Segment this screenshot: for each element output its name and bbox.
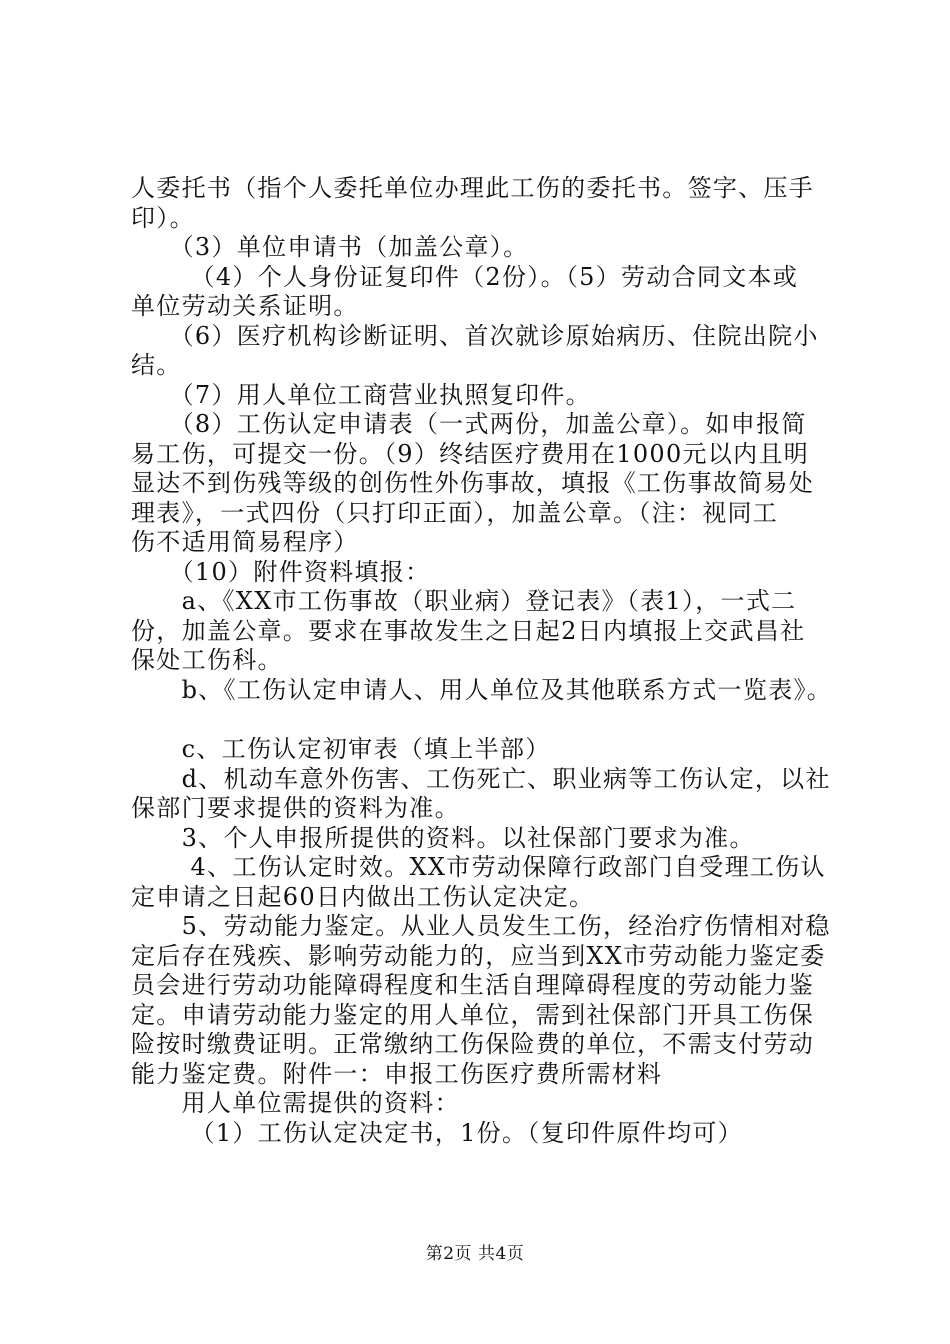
text-line: 3、个人申报所提供的资料。以社保部门要求为准。 [131,823,755,852]
text-line: 险按时缴费证明。正常缴纳工伤保险费的单位，不需支付劳动 [131,1030,815,1058]
text-line: 显达不到伤残等级的创伤性外伤事故，填报《工伤事故简易处 [131,469,815,497]
blank-line [131,705,841,735]
text-line: 易工伤，可提交一份。（9）终结医疗费用在1000元以内且明 [131,439,810,468]
text-line: （3）单位申请书（加盖公章）。 [131,233,529,261]
text-line: 定。申请劳动能力鉴定的用人单位，需到社保部门开具工伤保 [131,1000,815,1029]
text-line: （4）个人身份证复印件（2份）。（5）劳动合同文本或 [131,262,799,291]
text-line: （6）医疗机构诊断证明、首次就诊原始病历、住院出院小 [131,321,819,350]
text-line: （1）工伤认定决定书，1份。（复印件原件均可） [131,1118,743,1147]
text-line: c、工伤认定初审表（填上半部） [131,735,551,763]
text-line: 份，加盖公章。要求在事故发生之日起2日内填报上交武昌社 [131,616,806,645]
page-number-footer: 第2页 共4页 [425,1244,525,1264]
text-line: d、机动车意外伤害、工伤死亡、职业病等工伤认定，以社 [131,764,831,793]
text-line: 定申请之日起60日内做出工伤认定决定。 [131,882,595,911]
text-line: 印）。 [131,203,195,232]
text-line: 保处工伤科。 [131,646,283,674]
text-line: 结。 [131,351,182,379]
document-body [131,174,841,1148]
text-line: 5、劳动能力鉴定。从业人员发生工伤，经治疗伤情相对稳 [131,912,831,940]
text-line: （8）工伤认定申请表（一式两份，加盖公章）。如申报简 [131,410,807,438]
text-line: 保部门要求提供的资料为准。 [131,794,460,822]
text-line: b、《工伤认定申请人、用人单位及其他联系方式一览表》。 [131,675,833,704]
text-line: 员会进行劳动功能障碍程度和生活自理障碍程度的劳动能力鉴 [131,971,815,999]
text-line: 伤不适用简易程序） [131,528,359,556]
text-line: （10）附件资料填报： [131,557,431,586]
text-line: 能力鉴定费。附件一：申报工伤医疗费所需材料 [131,1059,663,1088]
text-line: 定后存在残疾、影响劳动能力的，应当到XX市劳动能力鉴定委 [131,941,826,970]
text-line: （7）用人单位工商营业执照复印件。 [131,380,591,409]
text-line: 4、工伤认定时效。XX市劳动保障行政部门自受理工伤认 [131,853,826,881]
text-line: 理表》，一式四份（只打印正面），加盖公章。（注：视同工 [131,498,779,527]
text-line: 用人单位需提供的资料： [131,1089,460,1117]
text-line: a、《XX市工伤事故（职业病）登记表》（表1），一式二 [131,587,797,615]
text-line: 人委托书（指个人委托单位办理此工伤的委托书。签字、压手 [131,174,815,202]
text-line: 单位劳动关系证明。 [131,292,359,320]
